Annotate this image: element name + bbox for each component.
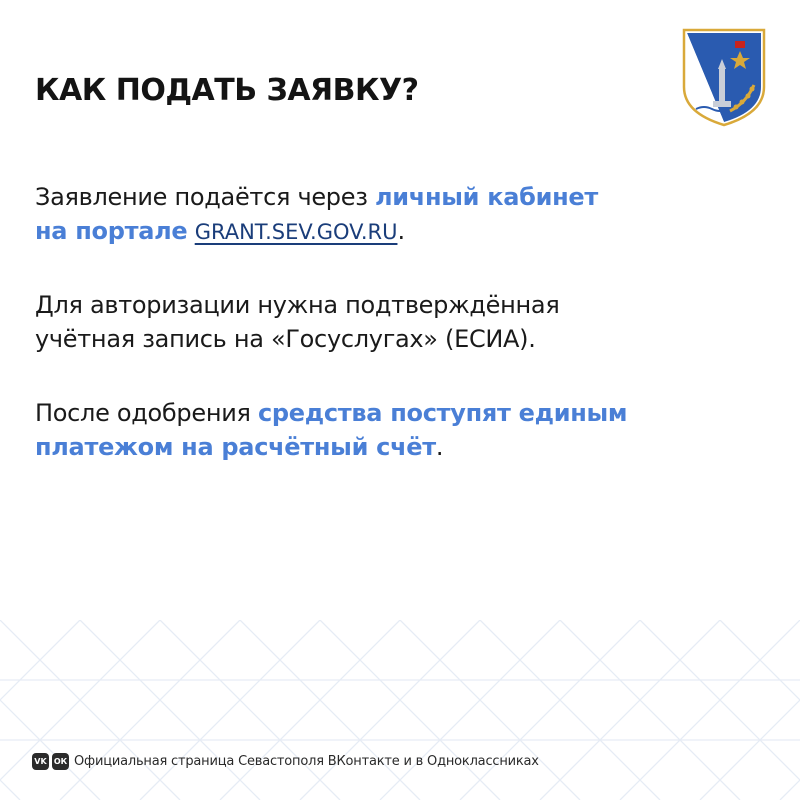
sevastopol-coat-of-arms-icon xyxy=(680,27,768,127)
background-grid-pattern xyxy=(0,620,800,800)
paragraph-text: После одобрения xyxy=(35,399,258,427)
paragraph-approval xyxy=(35,396,627,464)
paragraph-end: . xyxy=(397,217,405,245)
highlight-funds: средства поступят единым xyxy=(257,399,628,427)
paragraph-authorization xyxy=(35,288,559,356)
highlight-on-portal: на портале xyxy=(35,217,188,245)
footer-text: Официальная страница Севастополя ВКонтакте и в Одноклассниках xyxy=(74,753,539,769)
paragraph-line-1: Для авторизации нужна подтверждённая xyxy=(35,291,560,319)
paragraph-line-2: учётная запись на «Госуслугах» (ЕСИА). xyxy=(35,325,536,353)
paragraph-text: Заявление подаётся через xyxy=(35,183,375,211)
highlight-payment: платежом на расчётный счёт xyxy=(35,433,436,461)
odnoklassniki-icon[interactable]: ОК xyxy=(52,753,69,770)
portal-link[interactable]: GRANT.SEV.GOV.RU xyxy=(194,220,398,244)
vk-icon[interactable]: VK xyxy=(32,753,49,770)
highlight-personal-account: личный кабинет xyxy=(375,183,598,211)
footer xyxy=(32,751,539,771)
paragraph-application xyxy=(35,180,598,249)
page-title: КАК ПОДАТЬ ЗАЯВКУ? xyxy=(35,73,419,108)
paragraph-end: . xyxy=(435,433,444,461)
